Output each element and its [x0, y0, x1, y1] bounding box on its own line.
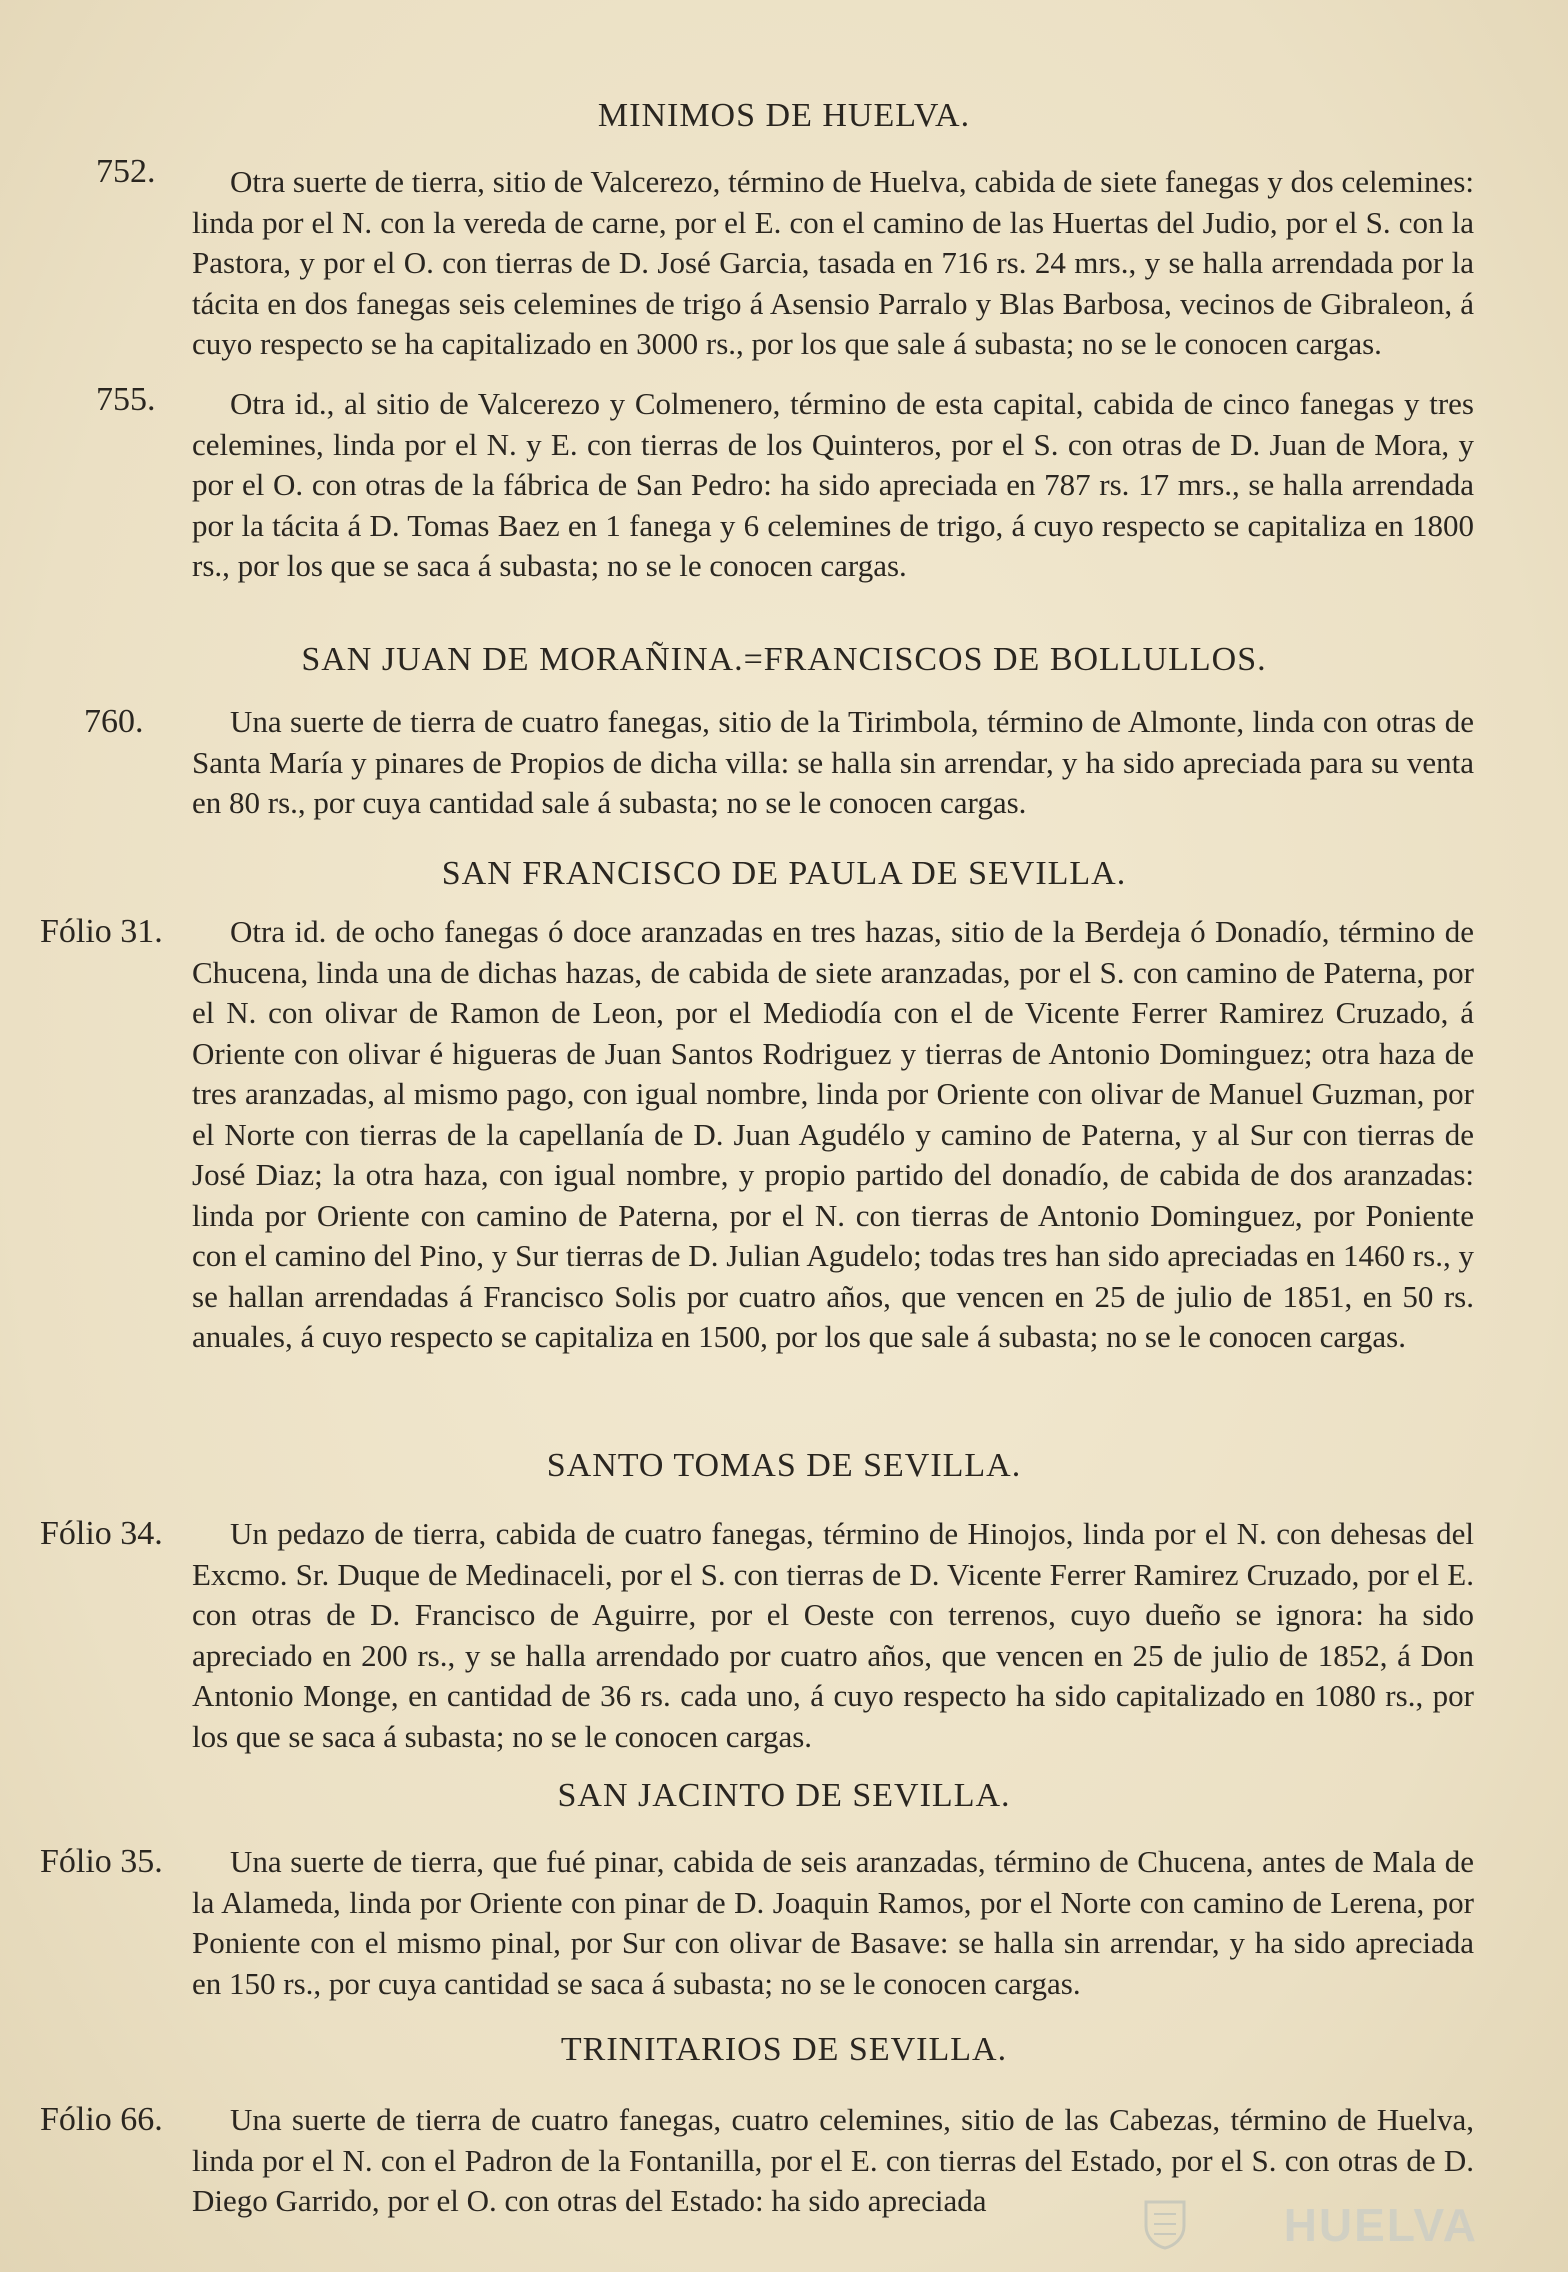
entry-number: 760. [84, 703, 144, 740]
section-heading: SANTO TOMAS DE SEVILLA. [546, 1447, 1022, 1484]
folio-label: Fólio 35. [40, 1843, 163, 1880]
watermark-text: HUELVA [1283, 2199, 1478, 2251]
entry-number: 752. [96, 153, 156, 190]
folio-label: Fólio 66. [40, 2101, 163, 2138]
entry-text: Una suerte de tierra de cuatro fanegas, cuatro celemines, sitio de las Cabezas, término de Huelva, linda por el N. con el Padron de la Fontanilla, por el E. con tierras del Estado, por el S. con otras de D. Diego Garrido, por el O. con otras del Estado: ha sido apreciada [192, 2102, 1474, 2218]
entry-text: Otra suerte de tierra, sitio de Valcerezo, término de Huelva, cabida de siete fanegas y dos celemines: linda por el N. con la vereda de carne, por el E. con el camino de las Huertas del Judio, por el S. con la Pastora, y por el O. con tierras de D. José Garcia, tasada en 716 rs. 24 mrs., y se halla arrendada por la tácita en dos fanegas seis celemines de trigo á Asensio Parralo y Blas Barbosa, vecinos de Gibraleon, á cuyo respecto se ha capitalizado en 3000 rs., por los que sale á subasta; no se le conocen cargas. [192, 164, 1474, 361]
entry-text: Una suerte de tierra, que fué pinar, cabida de seis aranzadas, término de Chucena, antes de Mala de la Alameda, linda por Oriente con pinar de D. Joaquin Ramos, por el Norte con camino de Lerena, por Poniente con el mismo pinal, por Sur con olivar de Basave: se halla sin arrendar, y ha sido apreciada en 150 rs., por cuya cantidad se saca á subasta; no se le conocen cargas. [192, 1844, 1474, 2001]
section-heading: SAN JACINTO DE SEVILLA. [557, 1777, 1011, 1814]
section-heading: SAN JUAN DE MORAÑINA.=FRANCISCOS DE BOLLULLOS. [301, 641, 1267, 678]
section-heading: SAN FRANCISCO DE PAULA DE SEVILLA. [441, 855, 1127, 892]
section-heading: TRINITARIOS DE SEVILLA. [560, 2031, 1008, 2068]
entry-text: Una suerte de tierra de cuatro fanegas, sitio de la Tirimbola, término de Almonte, linda con otras de Santa María y pinares de Propios de dicha villa: se halla sin arrendar, y ha sido apreciada para su venta en 80 rs., por cuya cantidad sale á subasta; no se le conocen cargas. [192, 704, 1474, 820]
folio-label: Fólio 34. [40, 1515, 163, 1552]
entry-text: Otra id. de ocho fanegas ó doce aranzadas en tres hazas, sitio de la Berdeja ó Donadío, término de Chucena, linda una de dichas hazas, de cabida de siete aranzadas, por el S. con camino de Paterna, por el N. con olivar de Ramon de Leon, por el Mediodía con el de Vicente Ferrer Ramirez Cruzado, á Oriente con olivar é higueras de Juan Santos Rodriguez y tierras de Antonio Dominguez; otra haza de tres aranzadas, al mismo pago, con igual nombre, linda por Oriente con olivar de Manuel Guzman, por el Norte con tierras de la capellanía de D. Juan Agudélo y camino de Paterna, y al Sur con tierras de José Diaz; la otra haza, con igual nombre, y propio partido del donadío, de cabida de dos aranzadas: linda por Oriente con camino de Paterna, por el N. con tierras de Antonio Dominguez, por Poniente con el camino del Pino, y Sur tierras de D. Julian Agudelo; todas tres han sido apreciadas en 1460 rs., y se hallan arrendadas á Francisco Solis por cuatro años, que vencen en 25 de julio de 1851, en 50 rs. anuales, á cuyo respecto se capitaliza en 1500, por los que sale á subasta; no se le conocen cargas. [192, 914, 1474, 1354]
watermark-shield-icon [1142, 2198, 1188, 2250]
entry-number: 755. [96, 381, 156, 418]
entry-text: Otra id., al sitio de Valcerezo y Colmenero, término de esta capital, cabida de cinco fanegas y tres celemines, linda por el N. y E. con tierras de los Quinteros, por el S. con otras de D. Juan de Mora, y por el O. con otras de la fábrica de San Pedro: ha sido apreciada en 787 rs. 17 mrs., se halla arrendada por la tácita á D. Tomas Baez en 1 fanega y 6 celemines de trigo, á cuyo respecto se capitaliza en 1800 rs., por los que se saca á subasta; no se le conocen cargas. [192, 386, 1474, 583]
section-heading: MINIMOS DE HUELVA. [597, 97, 971, 134]
entry-text: Un pedazo de tierra, cabida de cuatro fanegas, término de Hinojos, linda por el N. con dehesas del Excmo. Sr. Duque de Medinaceli, por el S. con tierras de D. Vicente Ferrer Ramirez Cruzado, por el E. con otras de D. Francisco de Aguirre, por el Oeste con terrenos, cuyo dueño se ignora: ha sido apreciado en 200 rs., y se halla arrendado por cuatro años, que vencen en 25 de julio de 1852, á Don Antonio Monge, en cantidad de 36 rs. cada uno, á cuyo respecto ha sido capitalizado en 1080 rs., por los que se saca á subasta; no se le conocen cargas. [192, 1516, 1474, 1754]
folio-label: Fólio 31. [40, 913, 163, 950]
